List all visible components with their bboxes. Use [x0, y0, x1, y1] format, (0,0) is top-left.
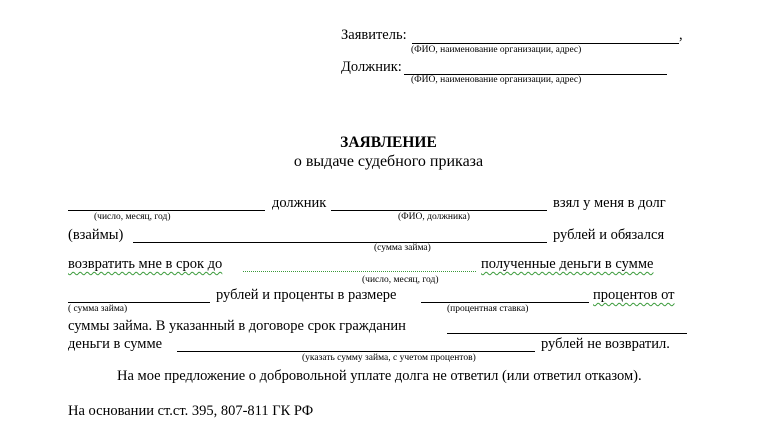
row3-received-money: полученные деньги в сумме	[481, 256, 654, 272]
row1-took-loan: взял у меня в долг	[553, 195, 666, 211]
loan-sum-blank-line	[133, 242, 547, 243]
row7-text: На мое предложение о добровольной уплате долга не ответил (или ответил отказом).	[117, 368, 642, 384]
document-title: ЗАЯВЛЕНИЕ	[340, 134, 437, 151]
row5-text: суммы займа. В указанный в договоре срок гражданин	[68, 318, 406, 334]
applicant-comma: ,	[679, 27, 683, 43]
applicant-hint: (ФИО, наименование организации, адрес)	[411, 45, 582, 55]
row2-rubles: рублей и обязался	[553, 227, 665, 243]
row8-legal-basis: На основании ст.ст. 395, 807-811 ГК РФ	[68, 403, 314, 419]
row1-debtor-word: должник	[272, 195, 327, 211]
debtor-hint: (ФИО, наименование организации, адрес)	[411, 75, 582, 85]
date-blank-line	[68, 210, 265, 211]
row6-not-returned: рублей не возвратил.	[541, 336, 670, 352]
citizen-blank-line	[447, 333, 687, 334]
row2-loan-word: (взаймы)	[68, 227, 124, 243]
hint-loan-sum-2: ( сумма займа)	[68, 304, 128, 314]
return-date-blank-line	[243, 271, 476, 272]
hint-rate: (процентная ставка)	[447, 304, 529, 314]
sum-with-interest-blank-line	[177, 351, 535, 352]
document-subtitle: о выдаче судебного приказа	[293, 153, 484, 170]
row4-percent-of: процентов от	[593, 287, 675, 303]
row4-rubles-interest: рублей и проценты в размере	[216, 287, 397, 303]
applicant-label: Заявитель:	[341, 27, 407, 43]
hint-date-1: (число, месяц, год)	[94, 212, 171, 222]
debtor-label: Должник:	[341, 59, 402, 75]
debtor-name-blank-line	[331, 210, 547, 211]
applicant-blank-line	[412, 43, 679, 44]
row3-return-by: возвратить мне в срок до	[68, 256, 223, 272]
hint-loan-sum: (сумма займа)	[374, 243, 431, 253]
row6-money-in-sum: деньги в сумме	[68, 336, 163, 352]
hint-date-2: (число, месяц, год)	[362, 275, 439, 285]
hint-sum-with-interest: (указать сумму займа, с учетом процентов)	[302, 353, 476, 363]
sum-blank-line	[68, 302, 210, 303]
rate-blank-line	[421, 302, 589, 303]
hint-debtor-name: (ФИО, должника)	[398, 212, 470, 222]
